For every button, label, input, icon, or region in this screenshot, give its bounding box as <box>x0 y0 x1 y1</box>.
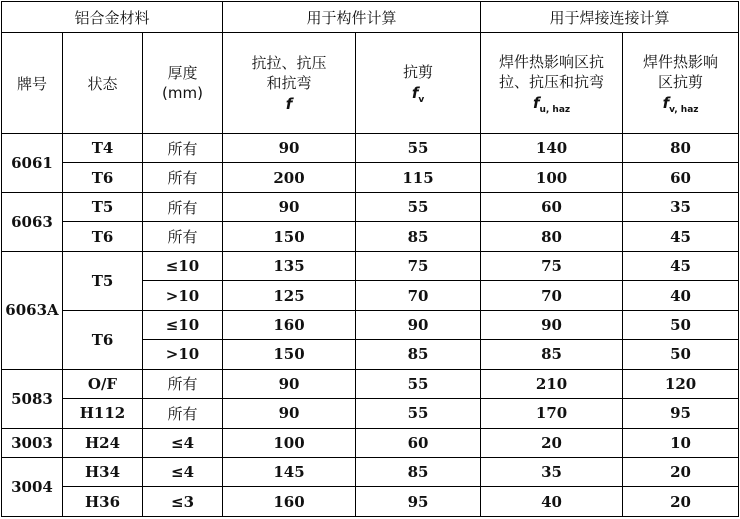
thickness-cell: 所有 <box>143 369 223 398</box>
header-row-columns <box>2 33 739 134</box>
temper-cell: T5 <box>63 192 143 221</box>
temper-cell: T4 <box>63 134 143 163</box>
temper-cell: H112 <box>63 399 143 428</box>
fuhaz-cell: 80 <box>481 222 623 251</box>
thickness-cell: 所有 <box>143 134 223 163</box>
fvhaz-cell: 120 <box>623 369 739 398</box>
f-cell: 90 <box>223 192 356 221</box>
f-cell: 200 <box>223 163 356 192</box>
header-row-groups <box>2 2 739 33</box>
f-cell: 100 <box>223 428 356 457</box>
table-row <box>2 428 739 457</box>
fv-cell: 75 <box>356 251 481 280</box>
header-fuhaz-desc: 焊件热影响区抗 拉、抗压和抗弯 <box>499 52 605 91</box>
table-row <box>2 134 739 163</box>
f-cell: 90 <box>223 134 356 163</box>
header-fuhaz-symbol: $f_{u, haz}$ <box>532 93 571 115</box>
thickness-cell: ≤4 <box>143 428 223 457</box>
fvhaz-cell: 20 <box>623 487 739 517</box>
fuhaz-cell: 90 <box>481 310 623 339</box>
fv-cell: 70 <box>356 281 481 310</box>
f-cell: 90 <box>223 369 356 398</box>
fuhaz-cell: 85 <box>481 340 623 369</box>
table-row <box>2 163 739 192</box>
fuhaz-cell: 70 <box>481 281 623 310</box>
aluminum-alloy-strength-table <box>1 1 739 517</box>
thickness-cell: >10 <box>143 340 223 369</box>
thickness-cell: 所有 <box>143 192 223 221</box>
grade-cell: 5083 <box>2 369 63 428</box>
fvhaz-cell: 45 <box>623 251 739 280</box>
header-fuhaz <box>481 33 623 134</box>
fuhaz-cell: 210 <box>481 369 623 398</box>
fv-cell: 115 <box>356 163 481 192</box>
header-grade: 牌号 <box>2 33 63 134</box>
f-cell: 135 <box>223 251 356 280</box>
grade-cell: 6063 <box>2 192 63 251</box>
fvhaz-cell: 80 <box>623 134 739 163</box>
fuhaz-cell: 100 <box>481 163 623 192</box>
f-cell: 160 <box>223 310 356 339</box>
header-fvhaz-desc: 焊件热影响 区抗剪 <box>643 52 719 91</box>
thickness-cell: 所有 <box>143 163 223 192</box>
temper-cell: T6 <box>63 222 143 251</box>
header-f-desc: 抗拉、抗压 和抗弯 <box>251 54 327 93</box>
grade-cell: 3004 <box>2 458 63 517</box>
fvhaz-cell: 20 <box>623 458 739 487</box>
fv-cell: 55 <box>356 369 481 398</box>
fuhaz-cell: 60 <box>481 192 623 221</box>
header-thickness-text: 厚度 (mm) <box>162 64 203 103</box>
fvhaz-cell: 60 <box>623 163 739 192</box>
header-fvhaz <box>623 33 739 134</box>
header-f <box>223 33 356 134</box>
temper-cell: T6 <box>63 163 143 192</box>
fv-cell: 55 <box>356 134 481 163</box>
fv-cell: 85 <box>356 340 481 369</box>
grade-cell: 6061 <box>2 134 63 193</box>
thickness-cell: ≤10 <box>143 310 223 339</box>
temper-cell: T5 <box>63 251 143 310</box>
fv-cell: 85 <box>356 222 481 251</box>
temper-cell: H36 <box>63 487 143 517</box>
f-cell: 125 <box>223 281 356 310</box>
header-material-group: 铝合金材料 <box>2 2 223 33</box>
grade-cell: 3003 <box>2 428 63 457</box>
table-row <box>2 251 739 280</box>
fuhaz-cell: 40 <box>481 487 623 517</box>
header-fv-desc: 抗剪 <box>403 62 434 81</box>
f-cell: 150 <box>223 222 356 251</box>
thickness-cell: >10 <box>143 281 223 310</box>
fv-cell: 85 <box>356 458 481 487</box>
f-cell: 90 <box>223 399 356 428</box>
f-cell: 145 <box>223 458 356 487</box>
thickness-cell: ≤4 <box>143 458 223 487</box>
header-fv <box>356 33 481 134</box>
fv-cell: 55 <box>356 192 481 221</box>
fuhaz-cell: 20 <box>481 428 623 457</box>
header-fv-symbol: $f_v$ <box>411 83 425 105</box>
thickness-cell: ≤10 <box>143 251 223 280</box>
fuhaz-cell: 140 <box>481 134 623 163</box>
thickness-cell: 所有 <box>143 222 223 251</box>
header-weld-group: 用于焊接连接计算 <box>481 2 739 33</box>
temper-cell: O/F <box>63 369 143 398</box>
table-row <box>2 458 739 487</box>
fuhaz-cell: 35 <box>481 458 623 487</box>
fvhaz-cell: 40 <box>623 281 739 310</box>
thickness-cell: ≤3 <box>143 487 223 517</box>
header-thickness <box>143 33 223 134</box>
fuhaz-cell: 170 <box>481 399 623 428</box>
fvhaz-cell: 45 <box>623 222 739 251</box>
fvhaz-cell: 50 <box>623 340 739 369</box>
grade-cell: 6063A <box>2 251 63 369</box>
header-fvhaz-symbol: $f_{v, haz}$ <box>662 93 699 115</box>
table-row <box>2 369 739 398</box>
table-row <box>2 222 739 251</box>
temper-cell: T6 <box>63 310 143 369</box>
fvhaz-cell: 95 <box>623 399 739 428</box>
thickness-cell: 所有 <box>143 399 223 428</box>
fv-cell: 95 <box>356 487 481 517</box>
temper-cell: H34 <box>63 458 143 487</box>
temper-cell: H24 <box>63 428 143 457</box>
header-member-group: 用于构件计算 <box>223 2 481 33</box>
fv-cell: 90 <box>356 310 481 339</box>
table-row <box>2 399 739 428</box>
f-cell: 160 <box>223 487 356 517</box>
table-row <box>2 487 739 517</box>
f-cell: 150 <box>223 340 356 369</box>
fvhaz-cell: 50 <box>623 310 739 339</box>
table-row <box>2 192 739 221</box>
fvhaz-cell: 10 <box>623 428 739 457</box>
fv-cell: 55 <box>356 399 481 428</box>
fuhaz-cell: 75 <box>481 251 623 280</box>
header-f-symbol: f <box>285 95 293 114</box>
table-row <box>2 310 739 339</box>
fvhaz-cell: 35 <box>623 192 739 221</box>
fv-cell: 60 <box>356 428 481 457</box>
header-temper: 状态 <box>63 33 143 134</box>
